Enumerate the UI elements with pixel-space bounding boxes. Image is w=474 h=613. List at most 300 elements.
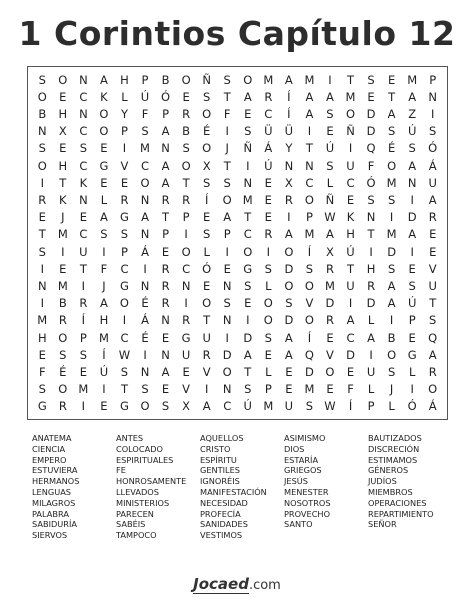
- grid-letter[interactable]: I: [328, 72, 332, 87]
- grid-letter[interactable]: H: [346, 227, 355, 242]
- grid-letter[interactable]: A: [284, 72, 293, 87]
- grid-letter[interactable]: I: [61, 244, 65, 259]
- grid-letter[interactable]: R: [161, 296, 170, 311]
- grid-letter[interactable]: Q: [428, 330, 438, 345]
- grid-letter[interactable]: I: [266, 244, 271, 259]
- grid-letter[interactable]: D: [387, 244, 397, 259]
- grid-letter[interactable]: C: [79, 158, 88, 173]
- grid-letter[interactable]: O: [58, 330, 68, 345]
- grid-letter[interactable]: Í: [204, 192, 209, 207]
- grid-letter[interactable]: I: [102, 382, 106, 397]
- grid-letter[interactable]: D: [284, 313, 294, 328]
- grid-letter[interactable]: A: [284, 347, 293, 362]
- grid-letter[interactable]: T: [429, 296, 437, 311]
- grid-letter[interactable]: B: [58, 296, 67, 311]
- grid-letter[interactable]: S: [387, 124, 396, 139]
- grid-letter[interactable]: E: [203, 210, 211, 225]
- grid-letter[interactable]: A: [243, 347, 252, 362]
- grid-letter[interactable]: O: [140, 175, 150, 190]
- grid-letter[interactable]: T: [347, 72, 355, 87]
- grid-letter[interactable]: O: [202, 296, 212, 311]
- grid-letter[interactable]: U: [346, 278, 355, 293]
- grid-letter[interactable]: S: [141, 382, 149, 397]
- grid-letter[interactable]: A: [161, 364, 170, 379]
- grid-letter[interactable]: A: [99, 210, 108, 225]
- grid-letter[interactable]: E: [100, 175, 108, 190]
- grid-letter[interactable]: O: [37, 89, 47, 104]
- grid-letter[interactable]: L: [265, 364, 272, 379]
- grid-letter[interactable]: N: [284, 158, 294, 173]
- grid-letter[interactable]: S: [408, 141, 416, 156]
- grid-letter[interactable]: Á: [428, 399, 437, 414]
- grid-letter[interactable]: S: [223, 175, 231, 190]
- grid-letter[interactable]: E: [38, 210, 46, 225]
- grid-letter[interactable]: S: [161, 399, 170, 414]
- grid-letter[interactable]: I: [348, 296, 353, 311]
- grid-letter[interactable]: M: [324, 278, 335, 293]
- grid-letter[interactable]: Á: [141, 244, 149, 259]
- grid-letter[interactable]: E: [387, 72, 396, 87]
- grid-letter[interactable]: S: [305, 399, 314, 414]
- grid-letter[interactable]: G: [243, 261, 253, 276]
- grid-letter[interactable]: F: [141, 106, 149, 121]
- grid-letter[interactable]: W: [324, 210, 336, 225]
- grid-letter[interactable]: S: [141, 124, 149, 139]
- grid-letter[interactable]: S: [203, 227, 211, 242]
- grid-letter[interactable]: O: [202, 106, 212, 121]
- grid-letter[interactable]: A: [305, 106, 314, 121]
- grid-letter[interactable]: N: [140, 227, 150, 242]
- grid-letter[interactable]: E: [120, 175, 129, 190]
- grid-letter[interactable]: É: [387, 141, 396, 156]
- grid-letter[interactable]: S: [120, 364, 129, 379]
- grid-letter[interactable]: Ü: [284, 124, 294, 139]
- grid-letter[interactable]: U: [428, 278, 437, 293]
- grid-letter[interactable]: I: [81, 278, 86, 293]
- grid-letter[interactable]: I: [143, 261, 147, 276]
- grid-letter[interactable]: R: [325, 261, 334, 276]
- grid-letter[interactable]: L: [388, 399, 395, 414]
- grid-letter[interactable]: E: [367, 89, 375, 104]
- grid-letter[interactable]: E: [203, 278, 211, 293]
- grid-letter[interactable]: I: [246, 158, 250, 173]
- grid-letter[interactable]: M: [140, 141, 150, 156]
- grid-letter[interactable]: N: [140, 278, 150, 293]
- grid-letter[interactable]: R: [325, 313, 334, 328]
- grid-letter[interactable]: E: [264, 192, 272, 207]
- grid-letter[interactable]: E: [79, 210, 87, 225]
- grid-letter[interactable]: O: [99, 106, 109, 121]
- grid-letter[interactable]: P: [429, 72, 437, 87]
- grid-letter[interactable]: G: [99, 158, 109, 173]
- grid-letter[interactable]: I: [369, 347, 373, 362]
- grid-letter[interactable]: T: [223, 89, 231, 104]
- grid-letter[interactable]: A: [326, 89, 334, 104]
- grid-letter[interactable]: I: [410, 192, 414, 207]
- grid-letter[interactable]: X: [202, 158, 211, 173]
- grid-letter[interactable]: Ú: [325, 141, 335, 156]
- grid-letter[interactable]: P: [223, 227, 231, 242]
- grid-letter[interactable]: A: [326, 227, 334, 242]
- grid-letter[interactable]: É: [203, 124, 211, 139]
- grid-letter[interactable]: A: [99, 296, 108, 311]
- grid-letter[interactable]: O: [304, 278, 314, 293]
- grid-letter[interactable]: M: [407, 72, 418, 87]
- grid-letter[interactable]: C: [223, 399, 232, 414]
- grid-letter[interactable]: M: [386, 227, 397, 242]
- grid-letter[interactable]: P: [264, 382, 272, 397]
- grid-letter[interactable]: U: [79, 244, 88, 259]
- grid-letter[interactable]: S: [429, 124, 437, 139]
- grid-letter[interactable]: Ú: [346, 244, 355, 259]
- grid-letter[interactable]: S: [408, 278, 416, 293]
- grid-letter[interactable]: N: [407, 175, 417, 190]
- grid-letter[interactable]: R: [38, 192, 47, 207]
- grid-letter[interactable]: R: [161, 261, 170, 276]
- grid-letter[interactable]: C: [346, 175, 355, 190]
- grid-letter[interactable]: É: [59, 364, 67, 379]
- grid-letter[interactable]: V: [202, 364, 211, 379]
- grid-letter[interactable]: P: [120, 124, 128, 139]
- grid-letter[interactable]: C: [243, 227, 252, 242]
- grid-letter[interactable]: X: [284, 175, 293, 190]
- grid-letter[interactable]: S: [326, 158, 334, 173]
- grid-letter[interactable]: D: [366, 106, 376, 121]
- grid-letter[interactable]: Í: [307, 244, 312, 259]
- grid-letter[interactable]: T: [79, 261, 87, 276]
- grid-letter[interactable]: B: [38, 106, 47, 121]
- grid-letter[interactable]: H: [366, 261, 376, 276]
- grid-letter[interactable]: E: [326, 382, 334, 397]
- grid-letter[interactable]: Q: [304, 347, 314, 362]
- grid-letter[interactable]: R: [428, 210, 437, 225]
- grid-letter[interactable]: I: [389, 210, 394, 225]
- grid-letter[interactable]: L: [100, 192, 108, 207]
- grid-letter[interactable]: O: [222, 192, 232, 207]
- grid-letter[interactable]: Í: [307, 330, 312, 345]
- grid-letter[interactable]: I: [40, 175, 44, 190]
- grid-letter[interactable]: E: [100, 141, 108, 156]
- grid-letter[interactable]: U: [366, 364, 376, 379]
- grid-letter[interactable]: T: [223, 158, 231, 173]
- grid-letter[interactable]: X: [326, 244, 334, 259]
- grid-letter[interactable]: D: [366, 296, 376, 311]
- grid-letter[interactable]: A: [428, 347, 437, 362]
- grid-letter[interactable]: Ü: [264, 124, 273, 139]
- grid-letter[interactable]: A: [243, 89, 252, 104]
- grid-letter[interactable]: S: [100, 227, 108, 242]
- grid-letter[interactable]: S: [264, 330, 272, 345]
- grid-letter[interactable]: C: [346, 330, 355, 345]
- grid-letter[interactable]: E: [264, 210, 272, 225]
- grid-letter[interactable]: M: [304, 72, 315, 87]
- grid-letter[interactable]: N: [222, 313, 232, 328]
- grid-letter[interactable]: P: [305, 210, 313, 225]
- grid-letter[interactable]: R: [182, 313, 191, 328]
- grid-letter[interactable]: T: [244, 210, 252, 225]
- grid-letter[interactable]: Ó: [407, 399, 417, 414]
- grid-letter[interactable]: S: [326, 106, 334, 121]
- grid-letter[interactable]: O: [345, 106, 356, 121]
- grid-letter[interactable]: A: [408, 158, 417, 173]
- grid-letter[interactable]: E: [429, 244, 437, 259]
- grid-letter[interactable]: K: [100, 89, 108, 104]
- grid-letter[interactable]: S: [79, 347, 88, 362]
- grid-letter[interactable]: R: [58, 313, 67, 328]
- grid-letter[interactable]: S: [387, 192, 396, 207]
- grid-letter[interactable]: O: [181, 72, 191, 87]
- grid-letter[interactable]: A: [408, 89, 417, 104]
- grid-letter[interactable]: E: [182, 364, 190, 379]
- grid-letter[interactable]: R: [161, 192, 170, 207]
- grid-letter[interactable]: E: [346, 364, 355, 379]
- grid-letter[interactable]: Í: [348, 399, 353, 414]
- grid-letter[interactable]: O: [325, 364, 335, 379]
- grid-letter[interactable]: A: [387, 296, 396, 311]
- grid-letter[interactable]: M: [37, 313, 48, 328]
- grid-letter[interactable]: I: [225, 244, 229, 259]
- grid-letter[interactable]: Í: [81, 313, 86, 328]
- grid-letter[interactable]: E: [346, 192, 355, 207]
- grid-letter[interactable]: E: [429, 227, 437, 242]
- grid-letter[interactable]: U: [346, 158, 355, 173]
- grid-letter[interactable]: E: [79, 364, 87, 379]
- grid-letter[interactable]: T: [162, 210, 170, 225]
- grid-letter[interactable]: S: [203, 175, 211, 190]
- grid-letter[interactable]: L: [408, 364, 416, 379]
- grid-letter[interactable]: S: [305, 261, 314, 276]
- grid-letter[interactable]: N: [305, 158, 314, 173]
- grid-letter[interactable]: R: [161, 278, 170, 293]
- grid-letter[interactable]: N: [140, 364, 150, 379]
- grid-letter[interactable]: F: [367, 158, 375, 173]
- grid-letter[interactable]: C: [264, 106, 273, 121]
- grid-letter[interactable]: A: [387, 278, 396, 293]
- grid-letter[interactable]: E: [59, 261, 67, 276]
- grid-letter[interactable]: A: [387, 106, 396, 121]
- grid-letter[interactable]: R: [284, 192, 293, 207]
- grid-letter[interactable]: E: [223, 261, 231, 276]
- grid-letter[interactable]: L: [265, 278, 272, 293]
- grid-letter[interactable]: W: [324, 399, 336, 414]
- grid-letter[interactable]: I: [431, 106, 435, 121]
- grid-letter[interactable]: O: [181, 244, 191, 259]
- grid-letter[interactable]: M: [78, 382, 89, 397]
- grid-letter[interactable]: C: [141, 158, 150, 173]
- grid-letter[interactable]: I: [410, 244, 414, 259]
- grid-letter[interactable]: I: [307, 124, 312, 139]
- grid-letter[interactable]: A: [161, 158, 170, 173]
- grid-letter[interactable]: R: [182, 106, 191, 121]
- grid-letter[interactable]: M: [263, 72, 274, 87]
- grid-letter[interactable]: G: [407, 347, 417, 362]
- grid-letter[interactable]: O: [181, 158, 191, 173]
- grid-letter[interactable]: O: [119, 296, 129, 311]
- grid-letter[interactable]: H: [58, 158, 68, 173]
- grid-letter[interactable]: L: [121, 89, 128, 104]
- grid-letter[interactable]: U: [181, 347, 191, 362]
- grid-letter[interactable]: N: [181, 278, 191, 293]
- grid-letter[interactable]: L: [203, 244, 210, 259]
- grid-letter[interactable]: T: [305, 141, 313, 156]
- grid-letter[interactable]: K: [79, 175, 88, 190]
- grid-letter[interactable]: T: [244, 364, 252, 379]
- grid-letter[interactable]: E: [326, 124, 334, 139]
- grid-letter[interactable]: P: [162, 227, 170, 242]
- grid-letter[interactable]: I: [348, 141, 353, 156]
- grid-letter[interactable]: P: [120, 244, 128, 259]
- grid-letter[interactable]: A: [202, 399, 211, 414]
- grid-letter[interactable]: E: [161, 330, 170, 345]
- grid-letter[interactable]: M: [57, 227, 68, 242]
- grid-letter[interactable]: N: [366, 210, 376, 225]
- grid-letter[interactable]: S: [387, 364, 396, 379]
- grid-letter[interactable]: S: [182, 141, 190, 156]
- grid-letter[interactable]: F: [38, 364, 46, 379]
- grid-letter[interactable]: A: [161, 124, 170, 139]
- grid-letter[interactable]: E: [38, 347, 46, 362]
- grid-letter[interactable]: T: [347, 261, 355, 276]
- grid-letter[interactable]: I: [40, 296, 44, 311]
- grid-letter[interactable]: P: [367, 399, 375, 414]
- grid-letter[interactable]: I: [81, 399, 86, 414]
- grid-letter[interactable]: Ñ: [202, 72, 211, 87]
- grid-letter[interactable]: S: [59, 347, 67, 362]
- grid-letter[interactable]: É: [141, 296, 149, 311]
- grid-letter[interactable]: M: [345, 89, 356, 104]
- grid-letter[interactable]: S: [285, 296, 293, 311]
- grid-letter[interactable]: I: [225, 124, 229, 139]
- grid-letter[interactable]: P: [182, 210, 190, 225]
- grid-letter[interactable]: R: [182, 192, 191, 207]
- grid-letter[interactable]: Q: [366, 141, 376, 156]
- grid-letter[interactable]: A: [305, 89, 314, 104]
- grid-letter[interactable]: O: [222, 364, 232, 379]
- grid-letter[interactable]: S: [38, 382, 46, 397]
- grid-letter[interactable]: C: [305, 175, 314, 190]
- grid-letter[interactable]: J: [225, 141, 229, 156]
- grid-letter[interactable]: S: [367, 72, 375, 87]
- grid-letter[interactable]: O: [387, 347, 397, 362]
- grid-letter[interactable]: X: [58, 124, 67, 139]
- grid-letter[interactable]: O: [243, 72, 253, 87]
- grid-letter[interactable]: N: [37, 278, 47, 293]
- grid-letter[interactable]: P: [141, 72, 149, 87]
- grid-letter[interactable]: B: [161, 72, 170, 87]
- grid-letter[interactable]: C: [120, 330, 129, 345]
- grid-letter[interactable]: D: [304, 364, 314, 379]
- grid-letter[interactable]: O: [58, 72, 68, 87]
- grid-letter[interactable]: N: [79, 106, 88, 121]
- grid-letter[interactable]: E: [326, 330, 334, 345]
- grid-letter[interactable]: E: [408, 261, 416, 276]
- grid-letter[interactable]: N: [222, 278, 232, 293]
- grid-letter[interactable]: M: [304, 227, 315, 242]
- grid-letter[interactable]: I: [204, 382, 209, 397]
- grid-letter[interactable]: E: [182, 89, 190, 104]
- grid-letter[interactable]: S: [244, 124, 252, 139]
- grid-letter[interactable]: Ú: [140, 89, 150, 104]
- grid-letter[interactable]: S: [264, 261, 272, 276]
- grid-letter[interactable]: I: [184, 227, 188, 242]
- grid-letter[interactable]: L: [367, 382, 375, 397]
- grid-letter[interactable]: A: [99, 72, 108, 87]
- grid-letter[interactable]: X: [182, 399, 191, 414]
- grid-letter[interactable]: N: [243, 175, 253, 190]
- grid-letter[interactable]: S: [38, 244, 46, 259]
- grid-letter[interactable]: O: [284, 244, 294, 259]
- grid-letter[interactable]: É: [141, 330, 149, 345]
- grid-letter[interactable]: O: [263, 313, 273, 328]
- grid-letter[interactable]: E: [59, 89, 67, 104]
- grid-letter[interactable]: E: [285, 382, 293, 397]
- grid-letter[interactable]: O: [304, 313, 314, 328]
- grid-letter[interactable]: A: [284, 227, 293, 242]
- grid-letter[interactable]: E: [161, 244, 170, 259]
- grid-letter[interactable]: Z: [408, 106, 417, 121]
- grid-letter[interactable]: A: [284, 330, 293, 345]
- grid-letter[interactable]: Ú: [264, 158, 273, 173]
- grid-letter[interactable]: D: [407, 210, 417, 225]
- grid-letter[interactable]: Ó: [428, 141, 438, 156]
- grid-letter[interactable]: G: [120, 278, 129, 293]
- grid-letter[interactable]: E: [244, 296, 252, 311]
- grid-letter[interactable]: S: [38, 72, 46, 87]
- grid-letter[interactable]: Y: [120, 106, 128, 121]
- grid-letter[interactable]: N: [140, 192, 150, 207]
- grid-letter[interactable]: S: [367, 192, 375, 207]
- grid-letter[interactable]: V: [326, 347, 334, 362]
- grid-letter[interactable]: U: [202, 330, 211, 345]
- grid-letter[interactable]: N: [161, 141, 170, 156]
- grid-letter[interactable]: A: [223, 210, 232, 225]
- grid-letter[interactable]: Ñ: [346, 124, 355, 139]
- grid-letter[interactable]: T: [182, 175, 190, 190]
- grid-letter[interactable]: B: [387, 330, 396, 345]
- grid-letter[interactable]: I: [410, 382, 414, 397]
- grid-letter[interactable]: O: [387, 158, 397, 173]
- grid-letter[interactable]: S: [203, 89, 211, 104]
- grid-letter[interactable]: E: [161, 382, 170, 397]
- grid-letter[interactable]: Ñ: [325, 192, 335, 207]
- grid-letter[interactable]: F: [347, 382, 354, 397]
- grid-letter[interactable]: I: [225, 330, 229, 345]
- grid-letter[interactable]: L: [326, 175, 334, 190]
- grid-letter[interactable]: Ú: [407, 296, 417, 311]
- grid-letter[interactable]: O: [140, 399, 150, 414]
- grid-letter[interactable]: Ú: [407, 124, 417, 139]
- grid-letter[interactable]: T: [59, 175, 67, 190]
- grid-letter[interactable]: L: [367, 313, 375, 328]
- grid-letter[interactable]: A: [346, 313, 355, 328]
- grid-letter[interactable]: G: [181, 330, 191, 345]
- grid-letter[interactable]: H: [58, 106, 68, 121]
- grid-letter[interactable]: Ú: [99, 364, 109, 379]
- grid-letter[interactable]: I: [102, 244, 106, 259]
- grid-letter[interactable]: O: [428, 382, 438, 397]
- grid-letter[interactable]: R: [264, 227, 273, 242]
- grid-letter[interactable]: V: [120, 158, 129, 173]
- grid-letter[interactable]: E: [264, 347, 272, 362]
- grid-letter[interactable]: N: [37, 124, 47, 139]
- grid-letter[interactable]: O: [37, 158, 47, 173]
- grid-letter[interactable]: V: [428, 261, 437, 276]
- grid-letter[interactable]: O: [58, 382, 68, 397]
- grid-letter[interactable]: K: [59, 192, 67, 207]
- grid-letter[interactable]: S: [38, 141, 46, 156]
- grid-letter[interactable]: S: [223, 296, 231, 311]
- grid-letter[interactable]: E: [408, 330, 416, 345]
